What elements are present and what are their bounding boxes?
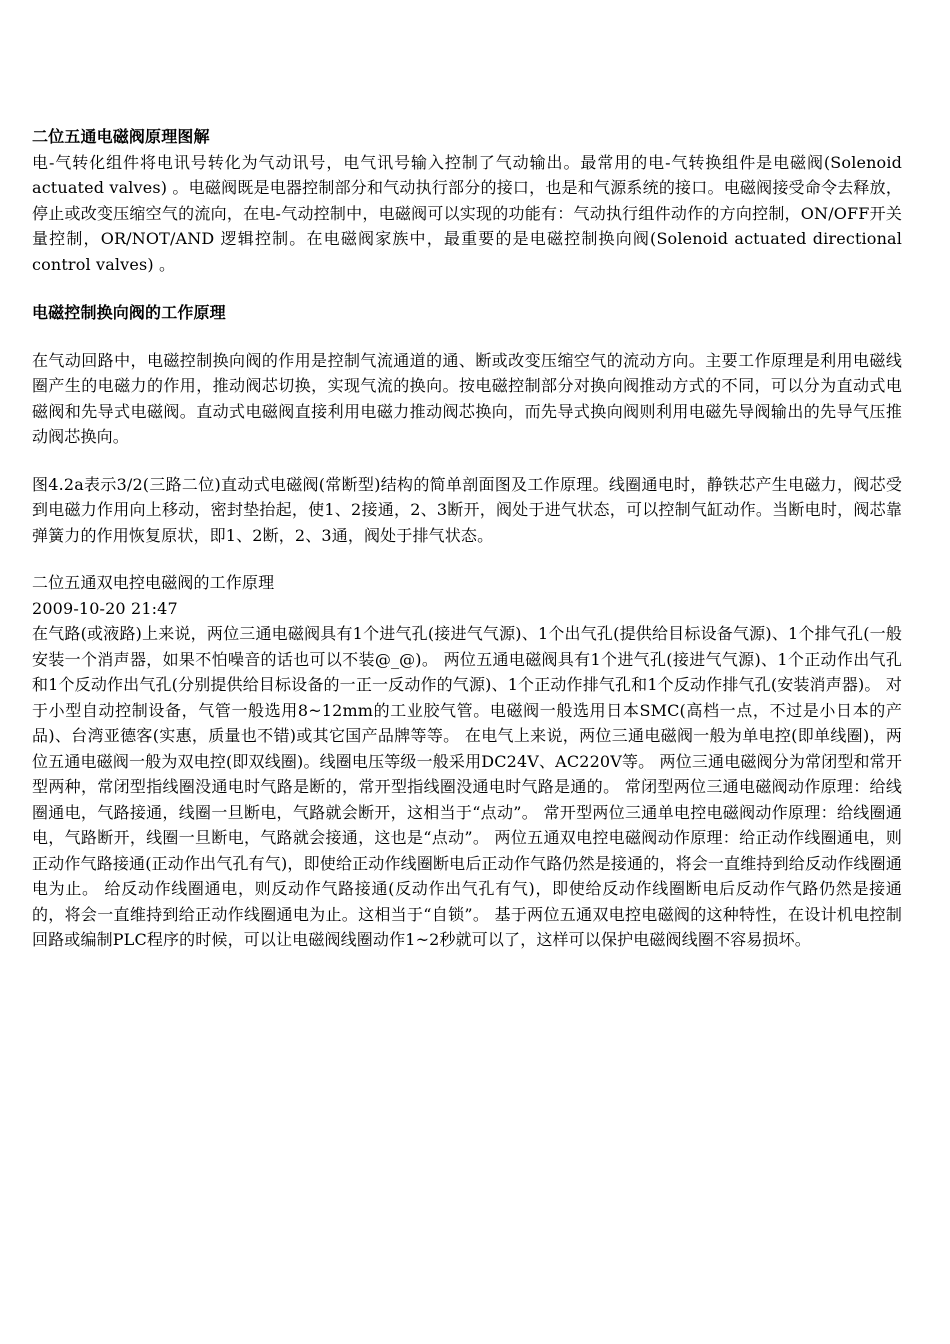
section-title-working-principle: 电磁控制换向阀的工作原理 — [32, 303, 226, 322]
spacer — [32, 326, 902, 348]
spacer — [32, 450, 902, 472]
article-title: 二位五通双电控电磁阀的工作原理 — [32, 573, 275, 592]
spacer — [32, 548, 902, 570]
paragraph-figure-description: 图4.2a表示3/2(三路二位)直动式电磁阀(常断型)结构的简单剖面图及工作原理。线圈通电时，静铁芯产生电磁力，阀芯受到电磁力作用向上移动，密封垫抬起，使1、2接通，2、3断开，阀处于进气状态，可以控制气缸动作。当断电时，阀芯靠弹簧力的作用恢复原状，即1、2断，2、3通，阀处于排气状态。 — [32, 474, 902, 545]
document-page — [32, 124, 902, 953]
paragraph-directional-valve-principle: 在气动回路中，电磁控制换向阀的作用是控制气流通道的通、断或改变压缩空气的流动方向。主要工作原理是利用电磁线圈产生的电磁力的作用，推动阀芯切换，实现气流的换向。按电磁控制部分对换向阀推动方式的不同，可以分为直动式电磁阀和先导式电磁阀。直动式电磁阀直接利用电磁力推动阀芯换向，而先导式换向阀则利用电磁先导阀输出的先导气压推动阀芯换向。 — [32, 350, 902, 446]
spacer — [32, 277, 902, 300]
section-title-solenoid-diagram: 二位五通电磁阀原理图解 — [32, 127, 210, 146]
article-date: 2009-10-20 21:47 — [32, 598, 178, 618]
paragraph-electro-pneumatic-intro: 电-气转化组件将电讯号转化为气动讯号，电气讯号输入控制了气动输出。最常用的电-气转换组件是电磁阀(Solenoid actuated valves) 。电磁阀既是电器控制部分和气动执行部分的接口，也是和气源系统的接口。电磁阀接受命令去释放，停止或改变压缩空气的流向，在电-气动控制中，电磁阀可以实现的功能有：气动执行组件动作的方向控制，ON/OFF开关量控制，OR/NOT/AND 逻辑控制。在电磁阀家族中，最重要的是电磁控制换向阀(Solenoid actuated directional control valves) 。 — [32, 152, 902, 274]
paragraph-double-solenoid-valve: 在气路(或液路)上来说，两位三通电磁阀具有1个进气孔(接进气气源)、1个出气孔(提供给目标设备气源)、1个排气孔(一般安装一个消声器，如果不怕噪音的话也可以不装@_@)。 两位五通电磁阀具有1个进气孔(接进气气源)、1个正动作出气孔和1个反动作出气孔(分别提供给目标设备的一正一反动作的气源)、1个正动作排气孔和1个反动作排气孔(安装消声器)。 对于小型自动控制设备，气管一般选用8~12mm的工业胶气管。电磁阀一般选用日本SMC(高档一点，不过是小日本的产品)、台湾亚德客(实惠，质量也不错)或其它国产品牌等等。 在电气上来说，两位三通电磁阀一般为单电控(即单线圈)，两位五通电磁阀一般为双电控(即双线圈)。线圈电压等级一般采用DC24V、AC220V等。 两位三通电磁阀分为常闭型和常开型两种，常闭型指线圈没通电时气路是断的，常开型指线圈没通电时气路是通的。 常闭型两位三通电磁阀动作原理：给线圈通电，气路接通，线圈一旦断电，气路就会断开，这相当于“点动”。 常开型两位三通单电控电磁阀动作原理：给线圈通电，气路断开，线圈一旦断电，气路就会接通，这也是“点动”。 两位五通双电控电磁阀动作原理：给正动作线圈通电，则正动作气路接通(正动作出气孔有气)，即使给正动作线圈断电后正动作气路仍然是接通的，将会一直维持到给反动作线圈通电为止。 给反动作线圈通电，则反动作气路接通(反动作出气孔有气)，即使给反动作线圈断电后反动作气路仍然是接通的，将会一直维持到给正动作线圈通电为止。这相当于“自锁”。 基于两位五通双电控电磁阀的这种特性，在设计机电控制回路或编制PLC程序的时候，可以让电磁阀线圈动作1~2秒就可以了，这样可以保护电磁阀线圈不容易损坏。 — [32, 624, 902, 949]
